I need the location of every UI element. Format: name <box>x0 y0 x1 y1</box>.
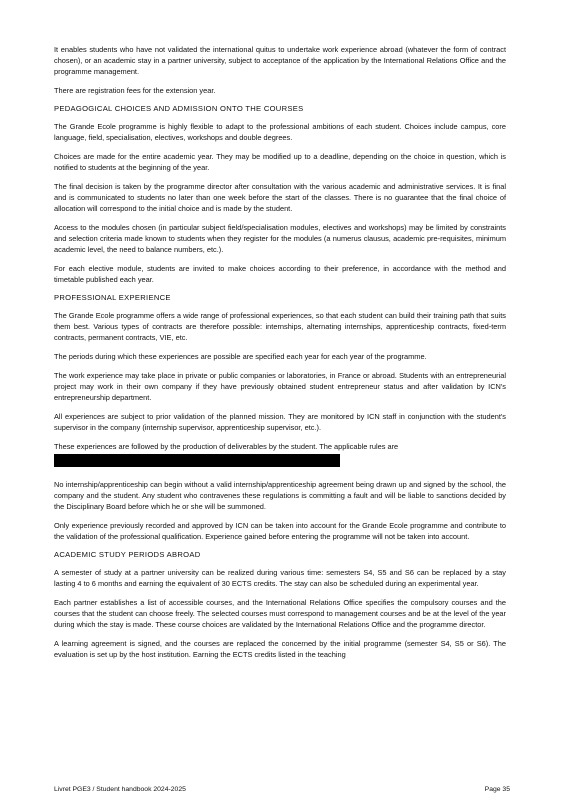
footer-title: Livret PGE3 / Student handbook 2024-2025 <box>54 786 186 793</box>
paragraph: The final decision is taken by the programme director after consultation with the various academic and administrative services. It is final and is communicated to students no later than one week before the start of the classes. There is no guarantee that the final choice of allocation will correspond to the initial choice and is made by the student. <box>54 182 506 213</box>
page-footer <box>54 786 510 793</box>
section-heading: ACADEMIC STUDY PERIODS ABROAD <box>54 550 201 559</box>
section-heading: PEDAGOGICAL CHOICES AND ADMISSION ONTO THE COURSES <box>54 104 304 113</box>
paragraph: The work experience may take place in private or public companies or laboratories, in France or abroad. Students with an entrepreneurial project may work in their own company if they have previously obtained student entrepreneur status and after validation by ICN's entrepreneurship department. <box>54 371 506 402</box>
paragraph: For each elective module, students are invited to make choices according to their preference, in accordance with the method and timetable published each year. <box>54 264 506 284</box>
paragraph: The periods during which these experiences are possible are specified each year for each year of the programme. <box>54 352 427 361</box>
section-heading: PROFESSIONAL EXPERIENCE <box>54 293 171 302</box>
paragraph: All experiences are subject to prior validation of the planned mission. They are monitored by ICN staff in conjunction with the student's supervisor in the company (internship supervisor, apprenticeship supervisor, etc.). <box>54 412 506 432</box>
paragraph: A semester of study at a partner university can be realized during various time: semesters S4, S5 and S6 can be replaced by a stay lasting 4 to 6 months and earning the equivalent of 30 ECTS credits. The stay can also be scheduled during an experimental year. <box>54 568 506 588</box>
redaction-bar <box>54 454 340 467</box>
paragraph: A learning agreement is signed, and the courses are replaced the concerned by the initial programme (semester S4, S5 or S6). The evaluation is set up by the host institution. Earning the ECTS credits listed in the teaching <box>54 639 506 659</box>
page-content <box>54 44 506 668</box>
paragraph: It enables students who have not validated the international quitus to undertake work experience abroad (whatever the form of contract chosen), or an academic stay in a partner university, subject to acceptance of the application by the International Relations Office and the programme management. <box>54 45 506 76</box>
paragraph: Access to the modules chosen (in particular subject field/specialisation modules, electives and workshops) may be limited by constraints and selection criteria made known to students when they register for the modules (a numerus clausus, academic pre-requisites, minimum academic level, the need to balance numbers, etc.). <box>54 223 506 254</box>
paragraph: These experiences are followed by the production of deliverables by the student. The applicable rules are <box>54 442 399 451</box>
page-number: Page 35 <box>484 786 510 793</box>
paragraph: The Grande Ecole programme offers a wide range of professional experiences, so that each student can build their training path that suits them best. Various types of contracts are therefore possible: internships, alternating internships, apprenticeship contracts, fixed-term contracts, permanent contracts, VIE, etc. <box>54 311 506 342</box>
paragraph: Choices are made for the entire academic year. They may be modified up to a deadline, depending on the choice in question, which is notified to students at the beginning of the year. <box>54 152 506 172</box>
paragraph: The Grande Ecole programme is highly flexible to adapt to the professional ambitions of each student. Choices include campus, core language, field, specialisation, electives, workshops and double degrees. <box>54 122 506 142</box>
paragraph: There are registration fees for the extension year. <box>54 86 216 95</box>
paragraph: Only experience previously recorded and approved by ICN can be taken into account for the Grande Ecole programme and contribute to the validation of the professional qualification. Experience gained before entering the programme will not be taken into account. <box>54 521 506 541</box>
paragraph: Each partner establishes a list of accessible courses, and the International Relations Office specifies the compulsory courses and the courses that the student can choose freely. The selected courses must correspond to management courses and be at the level of the year during which the stay is made. These course choices are validated by the International Relations Office and the programme director. <box>54 598 506 629</box>
paragraph: No internship/apprenticeship can begin without a valid internship/apprenticeship agreement being drawn up and signed by the school, the company and the student. Any student who contravenes these regulations is committing a fault and will be liable to sanctions decided by the Disciplinary Board before which he or she will be summoned. <box>54 480 506 511</box>
